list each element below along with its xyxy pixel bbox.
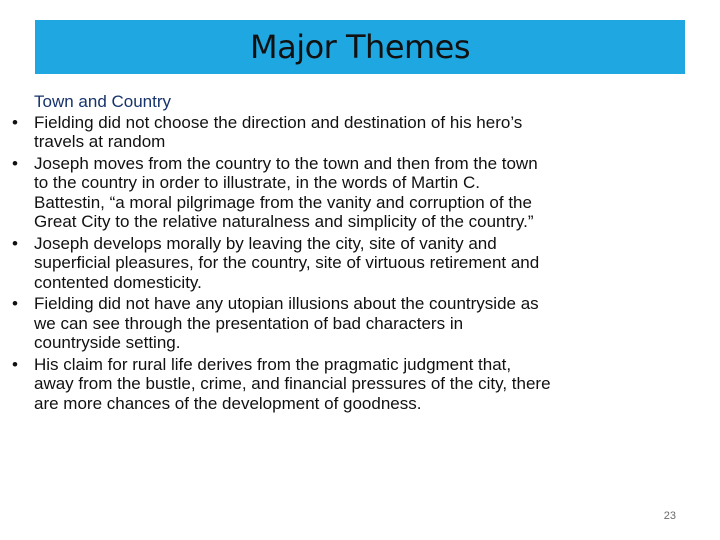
bullet-icon: •	[12, 112, 18, 132]
bullet-list	[12, 112, 554, 414]
bullet-item	[12, 112, 554, 152]
bullet-icon: •	[12, 294, 18, 313]
slide-content	[12, 92, 554, 415]
bullet-text: Joseph develops morally by leaving the city, site of vanity and superficial pleasures, for the country, site of virtuous retirement and contented domesticity.	[34, 233, 540, 292]
bullet-text: Fielding did not choose the direction and destination of his hero’s travels at random	[34, 112, 523, 151]
bullet-icon: •	[12, 233, 18, 253]
bullet-text: Fielding did not have any utopian illusions about the countryside as we can see through the presentation of bad characters in countryside setting.	[34, 294, 539, 352]
title-bar	[35, 20, 685, 74]
bullet-text: His claim for rural life derives from the pragmatic judgment that, away from the bustle, crime, and financial pressures of the city, there are more chances of the development of goodness.	[34, 354, 551, 413]
bullet-item	[12, 153, 554, 232]
bullet-item	[12, 233, 554, 293]
bullet-icon: •	[12, 153, 18, 173]
page-number: 23	[663, 510, 676, 522]
section-heading: Town and Country	[34, 92, 172, 111]
bullet-item	[12, 354, 554, 414]
bullet-icon: •	[12, 354, 18, 374]
bullet-item	[12, 294, 554, 353]
bullet-text: Joseph moves from the country to the town and then from the town to the country in order to illustrate, in the words of Martin C. Battestin, “a moral pilgrimage from the vanity and corruption of the Great City to the relative naturalness and simplicity of the country.”	[34, 153, 538, 231]
slide-title: Major Themes	[249, 28, 471, 66]
